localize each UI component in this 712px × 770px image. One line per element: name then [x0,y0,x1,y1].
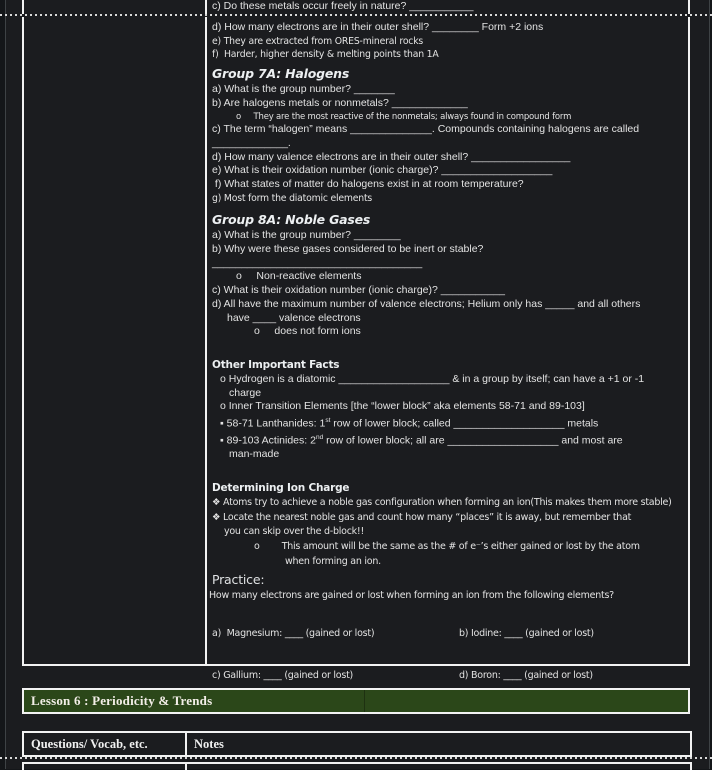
blank-line [212,603,686,627]
vocab-cell-partial[interactable] [24,0,207,14]
note-line: _____________. [212,136,291,149]
note-line [212,669,686,684]
note-line: have ____ valence electrons [227,311,361,324]
lesson-6-banner[interactable] [22,688,690,714]
notes-cell-partial[interactable] [207,0,688,14]
table-row-main [22,17,690,681]
note-line: d) How many electrons are in their outer shell? ________ Form +2 ions [212,21,544,33]
note-line: when forming an ion. [285,555,381,567]
notes-header-label: Notes [194,736,224,751]
lesson-6-table-row-stub [22,762,692,770]
note-line: ❖ Atoms try to achieve a noble gas configuration when forming an ion(This makes them more stable) [212,497,672,509]
notes-cell[interactable] [207,17,688,681]
note-line: a) What is the group number? _______ [212,83,395,96]
note-line: a) What is the group number? ________ [212,229,401,242]
note-line: f) Harder, higher density & melting points than 1A [212,49,439,61]
note-line: o Inner Transition Elements [the “lower block” aka elements 58-71 and 89-103] [220,400,585,413]
note-line: o They are the most reactive of the nonmetals; always found in compound form [236,111,572,122]
note-line: o This amount will be the same as the # of e⁻’s either gained or lost by the atom [254,540,640,552]
notes-header-cell[interactable] [187,733,690,755]
note-line: b) Are halogens metals or nonmetals? _____________ [212,96,468,109]
dashed-row-divider-top [0,14,712,16]
note-line: man-made [229,448,280,461]
note-line [212,627,686,642]
note-line: c) What is their oxidation number (ionic charge)? ___________ [212,284,506,297]
blank-line [212,642,686,669]
practice-item: c) Gallium: ____ (gained or lost) [212,669,353,681]
questions-vocab-header-cell[interactable] [24,733,187,755]
note-line: you can skip over the d-block!! [224,526,365,538]
note-line: e) What is their oxidation number (ionic charge)? ___________________ [212,164,553,177]
note-line: o does not form ions [254,325,361,338]
lesson-6-table-header-row [22,731,692,757]
heading-group-8a: Group 8A: Noble Gases [212,212,371,228]
note-line: g) Most form the diatomic elements [212,192,373,204]
heading-practice: Practice: [212,572,265,588]
blank-line [212,339,686,352]
heading-other-important-facts: Other Important Facts [212,358,340,371]
lesson-6-banner-title: Lesson 6 : Periodicity & Trends [31,693,213,708]
note-line: ❖ Locate the nearest noble gas and count how many “places” it is away, but remember that [212,511,632,523]
page-edge-right [709,0,710,769]
note-line: c) Do these metals occur freely in nature? ___________ [212,0,474,12]
note-line: b) Why were these gases considered to be inert or stable? ____________________________________ [212,243,487,269]
heading-group-7a: Group 7A: Halogens [212,66,350,82]
note-line: o Hydrogen is a diatomic ___________________ & in a group by itself; can have a +1 or -1 [220,372,645,385]
table-row-partial [22,0,690,14]
banner-column-divider [364,690,365,712]
note-line: o Non-reactive elements [236,270,362,283]
note-line: charge [229,386,262,399]
vocab-cell[interactable] [24,17,207,664]
note-line: f) What states of matter do halogens exist in at room temperature? [212,177,524,190]
questions-vocab-header-label: Questions/ Vocab, etc. [31,736,148,751]
note-line: d) All have the maximum number of valence electrons; Helium only has _____ and all others [212,297,641,310]
heading-determining-ion-charge: Determining Ion Charge [212,482,350,495]
note-line: How many electrons are gained or lost when forming an ion from the following elements? [209,589,614,601]
practice-item: d) Boron: ____ (gained or lost) [459,669,593,681]
notes-cell-stub[interactable] [187,764,690,770]
blank-line [212,462,686,475]
questions-vocab-cell-stub[interactable] [24,764,187,770]
page-edge-left [5,0,6,769]
notes-cell-content [209,21,686,683]
note-line: e) They are extracted from ORES-mineral rocks [212,35,424,47]
practice-item: a) Magnesium: ____ (gained or lost) [212,628,375,640]
note-line: c) The term “halogen” means ______________. Compounds containing halogens are called [212,123,640,136]
note-line: ▪ 58-71 Lanthanides: 1st row of lower block; called ___________________ metals [220,417,599,430]
note-line: ▪ 89-103 Actinides: 2nd row of lower block; all are ___________________ and most are [220,434,623,447]
note-line: d) How many valence electrons are in their outer shell? _________________ [212,150,571,163]
dashed-row-divider-bottom [0,757,712,759]
practice-item: b) Iodine: ____ (gained or lost) [459,628,594,640]
